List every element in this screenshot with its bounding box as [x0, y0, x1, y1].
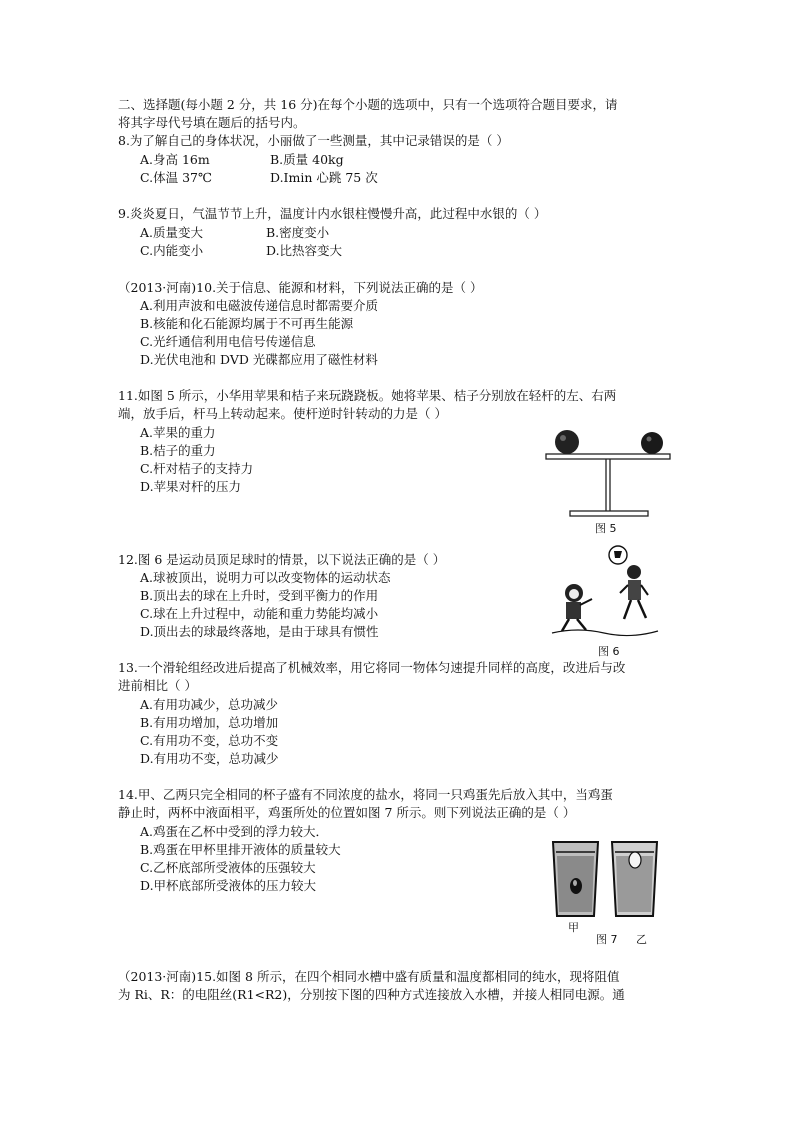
q13-option-b: B.有用功增加，总功增加: [140, 715, 279, 730]
section-header-line1: 二、选择题(每小题 2 分，共 16 分)在每个小题的选项中，只有一个选项符合题目要求，请: [118, 97, 618, 112]
q9-option-c: C.内能变小: [140, 243, 204, 258]
q15-stem-line1: （2013·河南)15.如图 8 所示，在四个相同水槽中盛有质量和温度都相同的纯水，现将阻值: [118, 969, 620, 984]
q14-stem-line2: 静止时，两杯中液面相平，鸡蛋所处的位置如图 7 所示。则下列说法正确的是（ ）: [118, 805, 576, 820]
q13-option-a: A.有用功减少，总功减少: [140, 697, 279, 712]
q12-option-a: A.球被顶出，说明力可以改变物体的运动状态: [140, 570, 391, 585]
q11-option-b: B.桔子的重力: [140, 443, 216, 458]
q9-stem: 9.炎炎夏日，气温节节上升，温度计内水银柱慢慢升高，此过程中水银的（ ）: [118, 206, 547, 221]
q11-option-a: A.苹果的重力: [140, 425, 216, 440]
q8-option-c: C.体温 37℃: [140, 170, 212, 185]
q8-stem: 8.为了解自己的身体状况，小丽做了一些测量，其中记录错误的是（ ）: [118, 133, 509, 148]
q8-option-d: D.Imin 心跳 75 次: [270, 170, 378, 185]
q13-stem-line1: 13.一个滑轮组经改进后提高了机械效率，用它将同一物体匀速提升同样的高度，改进后与改: [118, 660, 626, 675]
q14-option-d: D.甲杯底部所受液体的压力较大: [140, 878, 317, 893]
figure-7-cup-label-jia: 甲: [568, 921, 579, 934]
figure-6-caption: 图 6: [598, 645, 620, 658]
q12-option-d: D.顶出去的球最终落地，是由于球具有惯性: [140, 624, 379, 639]
section-header-line2: 将其字母代号填在题后的括号内。: [118, 115, 306, 130]
q12-stem: 12.图 6 是运动员顶足球时的情景，以下说法正确的是（ ）: [118, 552, 446, 567]
q13-option-d: D.有用功不变，总功减少: [140, 751, 279, 766]
q12-option-b: B.顶出去的球在上升时，受到平衡力的作用: [140, 588, 379, 603]
q14-stem-line1: 14.甲、乙两只完全相同的杯子盛有不同浓度的盐水，将同一只鸡蛋先后放入其中，当鸡蛋: [118, 787, 613, 802]
q13-stem-line2: 进前相比（ ）: [118, 678, 197, 693]
q14-option-a: A.鸡蛋在乙杯中受到的浮力较大．: [140, 824, 329, 839]
figure-7-cup-label-yi: 乙: [636, 933, 647, 946]
q14-option-c: C.乙杯底部所受液体的压强较大: [140, 860, 316, 875]
q8-option-b: B.质量 40kg: [270, 152, 344, 167]
q11-option-d: D.苹果对杆的压力: [140, 479, 242, 494]
q10-option-a: A.利用声波和电磁波传递信息时都需要介质: [140, 298, 379, 313]
q8-option-a: A.身高 16m: [140, 152, 210, 167]
figure-7-cups-with-eggs: [548, 838, 663, 923]
q10-option-c: C.光纤通信利用电信号传递信息: [140, 334, 316, 349]
q10-option-d: D.光伏电池和 DVD 光碟都应用了磁性材料: [140, 352, 378, 367]
q14-option-b: B.鸡蛋在甲杯里排开液体的质量较大: [140, 842, 341, 857]
q9-option-d: D.比热容变大: [266, 243, 343, 258]
q13-option-c: C.有用功不变，总功不变: [140, 733, 279, 748]
q10-option-b: B.核能和化石能源均属于不可再生能源: [140, 316, 354, 331]
q10-stem: （2013·河南)10.关于信息、能源和材料，下列说法正确的是（ ）: [118, 280, 483, 295]
q11-stem-line1: 11.如图 5 所示，小华用苹果和桔子来玩跷跷板。她将苹果、桔子分别放在轻杆的左、右两: [118, 388, 617, 403]
q11-option-c: C.杆对桔子的支持力: [140, 461, 254, 476]
q12-option-c: C.球在上升过程中，动能和重力势能均减小: [140, 606, 379, 621]
q15-stem-line2: 为 Ri、R：的电阻丝(R1<R2)，分别按下图的四种方式连接放入水槽，并接人相同电源。通: [118, 987, 625, 1002]
q11-stem-line2: 端，放手后，杆马上转动起来。使杆逆时针转动的力是（ ）: [118, 406, 447, 421]
q9-option-b: B.密度变小: [266, 225, 330, 240]
figure-7-caption: 图 7: [596, 933, 618, 946]
q9-option-a: A.质量变大: [140, 225, 204, 240]
figure-6-football-players: [548, 543, 660, 643]
figure-5-caption: 图 5: [595, 522, 617, 535]
